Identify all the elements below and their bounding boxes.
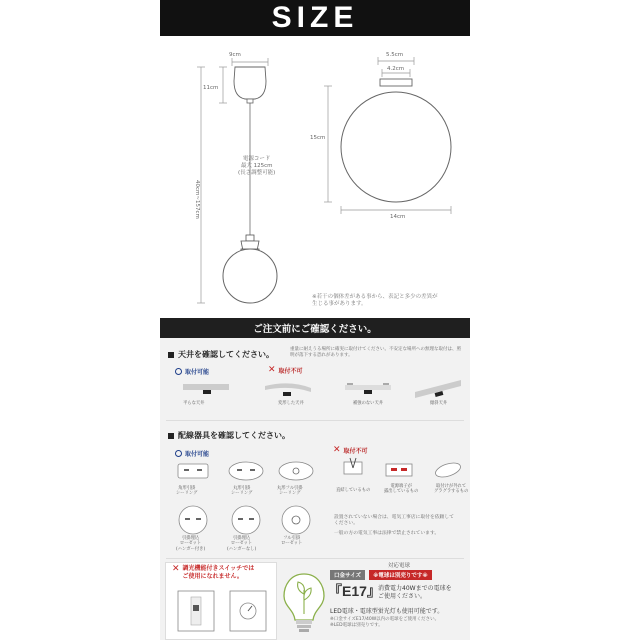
size-title: SIZE	[271, 1, 359, 34]
caption-line: 電源端子が	[390, 484, 412, 489]
cord-label-line: 電源コード	[242, 156, 271, 162]
caption-line: シーリング	[279, 491, 301, 497]
fixture-ok-caption	[277, 486, 303, 497]
fixture-ok-caption	[176, 486, 197, 497]
caption-line: 引掛埋込	[232, 536, 251, 541]
fixture-heading-text: 配線器具を確認してください。	[178, 431, 290, 440]
size-note-line: ※若干の個体差がある事から、表記と多少の差異が	[312, 294, 438, 300]
ceiling-type-caption: 平らな天井	[183, 401, 205, 406]
caption-line: 取付けが外れて	[436, 484, 467, 489]
ceiling-height-label: 11cm	[203, 85, 219, 91]
bulb-header: 対応電球	[387, 563, 410, 569]
ceiling-type-caption: 変形した天井	[278, 401, 304, 406]
shade-height-label: 15cm	[310, 135, 326, 141]
base-size-label: 口金サイズ	[330, 570, 365, 580]
caption-line: フル引掛	[283, 536, 301, 541]
fixture-ok-caption	[281, 536, 302, 547]
fixture-ng	[333, 446, 368, 455]
caption-line: ローゼット	[281, 541, 303, 547]
caption-line: (ハンガー付き)	[176, 546, 206, 552]
notice-line: ください。	[334, 521, 358, 527]
ceiling-ok-label: 取付可能	[185, 369, 210, 376]
caption-line: 引掛埋込	[181, 536, 200, 541]
fixture-notice	[334, 515, 466, 538]
caption-line: 丸形引掛	[233, 486, 251, 491]
cross-ng-icon: ✕	[268, 365, 276, 375]
notice-line: 一般の方の電気工事は法律で禁止されています。	[334, 531, 440, 537]
cross-ng-icon: ✕	[172, 564, 180, 574]
fixture-heading	[168, 430, 290, 441]
caption-line: シーリング	[176, 491, 198, 497]
circle-ok-icon	[175, 450, 182, 457]
ceiling-types-illustration	[165, 378, 465, 408]
divider	[166, 420, 464, 421]
ceiling-heading-text: 天井を確認してください。	[178, 350, 274, 359]
ceiling-type-caption: 補強のない天井	[353, 401, 384, 406]
footnote-line: ※口金サイズE17/40W以内の電球をご使用ください。	[330, 617, 440, 622]
divider	[166, 558, 464, 559]
dimmer-warning	[172, 565, 254, 581]
sold-separately-label: ※電球は別売りです※	[369, 570, 432, 580]
pendant-diagram	[185, 45, 285, 310]
cord-label	[238, 156, 275, 177]
square-bullet-icon	[168, 433, 174, 439]
cross-ng-icon: ✕	[333, 445, 341, 455]
size-note-line: 生じる事があります。	[312, 301, 367, 308]
ceiling-ok	[175, 367, 209, 376]
caption-line: グラグラするもの	[434, 489, 469, 495]
shade-width-label: 14cm	[390, 214, 406, 220]
shade-top-inner-label: 4.2cm	[387, 66, 405, 72]
dimmer-title-line: 調光機能付きスイッチでは	[182, 565, 255, 572]
caption-line: 露出しているもの	[384, 489, 419, 495]
circle-ok-icon	[175, 368, 182, 375]
dimmer-title-line: ご使用になれません。	[182, 572, 243, 580]
dimmer-switch-illustration	[172, 585, 272, 635]
order-check-header	[160, 318, 470, 338]
led-bulb-icon	[282, 570, 326, 640]
wattage-line: ご使用ください。	[378, 593, 427, 601]
cord-label-line: (長さ調整可能)	[238, 169, 276, 176]
fixture-ok-caption	[231, 486, 252, 497]
cord-label-line: 最大 125cm	[240, 162, 273, 169]
caption-line: 角形引掛	[178, 486, 196, 491]
total-length-label: 40cm~157cm	[194, 180, 200, 219]
square-bullet-icon	[168, 352, 174, 358]
caption-line: ローゼット	[230, 541, 253, 547]
footnote-line: ※LED電球は別売りです。	[330, 623, 383, 629]
ceiling-type-caption: 傾斜天井	[430, 401, 448, 406]
ceiling-width-label: 9cm	[229, 52, 241, 58]
size-note	[312, 294, 472, 309]
caption-line: シーリング	[231, 491, 253, 497]
fixture-ok	[175, 449, 209, 458]
fixture-ng-caption	[434, 484, 468, 495]
socket-size: 『E17』	[328, 583, 381, 599]
fixture-ng-caption: 直結しているもの	[336, 488, 371, 493]
fixture-ok-caption	[176, 536, 205, 552]
fixture-ng-label: 取付不可	[343, 448, 368, 455]
caption-line: ローゼット	[179, 541, 202, 547]
wattage-text	[378, 585, 452, 601]
caption-line: 丸形フル引掛	[277, 486, 303, 491]
bulb-footnotes	[330, 617, 439, 630]
order-check-title: ご注文前にご確認ください。	[253, 324, 377, 335]
fixture-ok-caption	[227, 536, 256, 552]
ceiling-description: 重量に耐えうる場所に確実に取付けてください。不安定な場所への無理な取付は、照明が落下する恐れがあります。	[290, 347, 461, 358]
bulb-pills	[330, 570, 432, 580]
wattage-line: 消費電力40Wまでの電球を	[378, 585, 452, 592]
ceiling-ng	[268, 366, 303, 375]
size-banner	[160, 0, 470, 36]
caption-line: (ハンガーなし)	[227, 546, 257, 552]
shade-diagram	[300, 50, 470, 250]
fixture-ng-caption	[384, 484, 418, 495]
led-note: LED電球・電球型蛍光灯も使用可能です。	[330, 608, 444, 615]
notice-line: 設置されていない場合は、電気工事店に取付を依頼して	[334, 515, 454, 520]
shade-top-outer-label: 5.5cm	[386, 52, 404, 58]
ceiling-ng-label: 取付不可	[278, 368, 303, 375]
fixture-ok-label: 取付可能	[185, 451, 210, 458]
ceiling-heading	[168, 349, 274, 360]
